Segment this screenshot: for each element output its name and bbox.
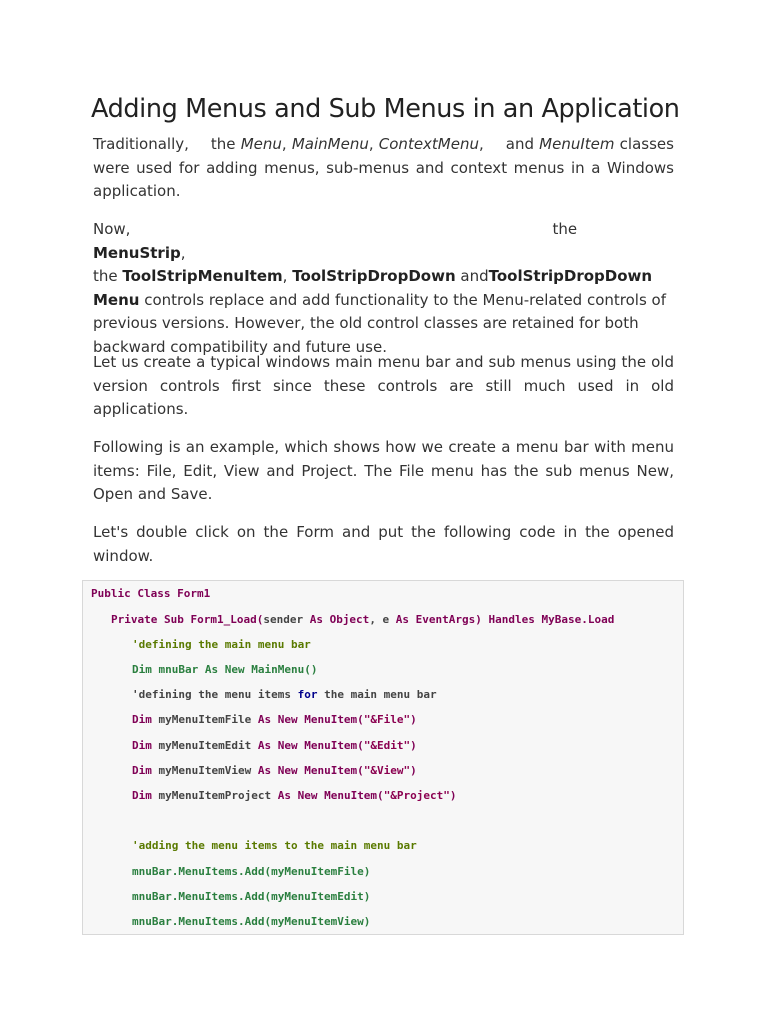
code-token: As New MainMenu() [198,663,318,676]
term-toolstripdropdownmenu: ToolStripDropDown Menu [93,267,653,309]
code-token: Dim mnuBar [132,663,199,676]
code-token: As New MenuItem( [277,789,384,802]
code-string: "&Project" [383,789,450,802]
code-token: Dim [132,789,152,802]
text: , [479,135,484,153]
code-line [132,838,417,854]
code-line [132,864,370,880]
code-comment: the main menu bar [317,688,437,701]
code-block [82,580,684,935]
code-token: ) Handles MyBase.Load [475,613,615,626]
code-token: ) [410,739,417,752]
text: the [552,220,578,238]
code-token: As EventArgs [389,613,476,626]
term-menustrip: MenuStrip [93,243,181,262]
code-token: mnuBar.MenuItems.Add(myMenuItemFile) [132,865,371,878]
code-string: "&Edit" [363,739,411,752]
code-string: "&File" [363,713,411,726]
text: , [282,267,293,285]
text: the [93,267,123,285]
code-token: Dim [132,739,152,752]
code-token: mnuBar.MenuItems.Add(myMenuItemEdit) [132,890,371,903]
term-toolstripmenuitem: ToolStripMenuItem [122,267,283,285]
text: , [180,243,186,262]
term-menu: Menu [240,135,282,153]
code-line [132,687,437,703]
code-line [132,637,311,653]
text: classes were used for adding menus, sub-menus and context menus in a Windows application. [93,135,674,200]
code-token: As New MenuItem( [257,764,364,777]
text: , [368,135,379,153]
code-token: As New MenuItem( [257,739,364,752]
text: and [505,135,540,153]
code-token: As Object [303,613,370,626]
code-line [132,788,457,804]
code-comment: 'defining the main menu bar [132,638,311,651]
code-comment: 'adding the menu items to the main menu bar [132,839,417,852]
code-token: Public Class Form1 [91,587,211,600]
text: controls replace and add functionality to the Menu-related controls of previous versions. However, the old control classes are retained for both backward compatibility and future use. [93,290,666,356]
term-menuitem: MenuItem [539,135,615,153]
paragraph-old-controls: Let us create a typical windows main menu bar and sub menus using the old version controls first since these controls are still much used in old applications. [93,353,674,418]
code-token: As New MenuItem( [257,713,364,726]
paragraph-instruction: Let's double click on the Form and put the following code in the opened window. [93,523,674,565]
code-line [132,763,417,779]
term-contextmenu: ContextMenu [378,135,479,153]
code-string: "&View" [363,764,411,777]
code-line [132,712,417,728]
code-line [132,738,417,754]
code-token: myMenuItemView [151,764,258,777]
paragraph-menustrip [93,218,674,359]
code-token: Dim [132,713,152,726]
code-line [91,586,210,602]
paragraph-example: Following is an example, which shows how we create a menu bar with menu items: File, Edit, View and Project. The File menu has the sub menus New, Open and Save. [93,438,674,503]
code-token: Private Sub Form1_Load( [111,613,264,626]
text: and [455,267,489,285]
term-toolstripdropdown: ToolStripDropDown [292,267,456,285]
code-token: ) [410,764,417,777]
code-line [111,612,614,628]
text: Now, [93,220,131,238]
code-token: ) [449,789,457,802]
code-line [132,889,370,905]
code-token: Dim [132,764,152,777]
paragraph-intro [93,133,674,204]
code-line [132,914,370,930]
code-line [132,662,317,678]
code-comment: 'defining the menu items [132,688,298,701]
text: the [210,135,241,153]
code-token: ) [410,713,417,726]
page-title: Adding Menus and Sub Menus in an Application [91,94,680,124]
code-token: mnuBar.MenuItems.Add(myMenuItemView) [132,915,371,928]
code-token: for [297,688,318,701]
text: Traditionally, [93,135,189,153]
term-mainmenu: MainMenu [291,135,369,153]
code-token: myMenuItemEdit [151,739,258,752]
code-token: , e [369,613,390,626]
code-token: myMenuItemFile [151,713,258,726]
text: , [281,135,292,153]
code-token: sender [263,613,304,626]
code-token: myMenuItemProject [151,789,278,802]
